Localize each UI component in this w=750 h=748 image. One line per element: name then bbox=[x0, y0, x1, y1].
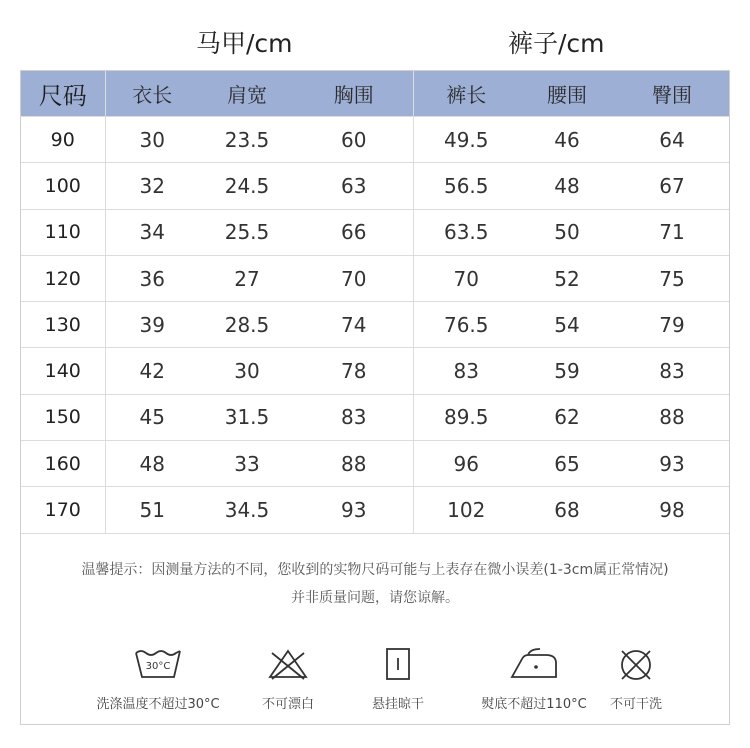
cell-size: 110 bbox=[21, 209, 105, 255]
cell-pants-length: 70 bbox=[413, 255, 519, 301]
size-chart-card bbox=[20, 70, 730, 725]
cell-waist: 50 bbox=[519, 209, 615, 255]
cell-waist: 48 bbox=[519, 163, 615, 209]
cell-vest-length: 51 bbox=[105, 487, 199, 533]
cell-size: 170 bbox=[21, 487, 105, 533]
cell-hip: 88 bbox=[615, 394, 729, 440]
table-row bbox=[21, 255, 729, 301]
cell-chest: 93 bbox=[295, 487, 413, 533]
cell-waist: 52 bbox=[519, 255, 615, 301]
cell-hip: 71 bbox=[615, 209, 729, 255]
cell-hip: 79 bbox=[615, 302, 729, 348]
cell-size: 140 bbox=[21, 348, 105, 394]
cell-shoulder-width: 31.5 bbox=[199, 394, 295, 440]
header-pants-length: 裤长 bbox=[413, 71, 519, 117]
cell-size: 150 bbox=[21, 394, 105, 440]
cell-chest: 60 bbox=[295, 117, 413, 163]
cell-chest: 88 bbox=[295, 441, 413, 487]
cell-size: 120 bbox=[21, 255, 105, 301]
header-waist: 腰围 bbox=[519, 71, 615, 117]
cell-waist: 65 bbox=[519, 441, 615, 487]
cell-chest: 66 bbox=[295, 209, 413, 255]
care-iron-label: 熨底不超过110°C bbox=[481, 697, 587, 712]
cell-vest-length: 42 bbox=[105, 348, 199, 394]
cell-vest-length: 34 bbox=[105, 209, 199, 255]
header-hip: 臀围 bbox=[615, 71, 729, 117]
care-dry-clean bbox=[561, 645, 711, 712]
table-row bbox=[21, 209, 729, 255]
cell-pants-length: 76.5 bbox=[413, 302, 519, 348]
hang-dry-icon bbox=[380, 645, 416, 685]
note-line-1: 温馨提示：因测量方法的不同，您收到的实物尺码可能与上表存在微小误差(1-3cm属正常情况) bbox=[81, 562, 669, 578]
no-bleach-icon bbox=[266, 645, 310, 685]
cell-shoulder-width: 27 bbox=[199, 255, 295, 301]
cell-vest-length: 32 bbox=[105, 163, 199, 209]
cell-chest: 63 bbox=[295, 163, 413, 209]
cell-pants-length: 63.5 bbox=[413, 209, 519, 255]
cell-shoulder-width: 30 bbox=[199, 348, 295, 394]
cell-chest: 78 bbox=[295, 348, 413, 394]
cell-pants-length: 49.5 bbox=[413, 117, 519, 163]
cell-hip: 64 bbox=[615, 117, 729, 163]
care-hang-label: 悬挂晾干 bbox=[371, 697, 424, 712]
cell-shoulder-width: 24.5 bbox=[199, 163, 295, 209]
cell-hip: 98 bbox=[615, 487, 729, 533]
table-row bbox=[21, 441, 729, 487]
cell-hip: 75 bbox=[615, 255, 729, 301]
cell-shoulder-width: 23.5 bbox=[199, 117, 295, 163]
cell-waist: 59 bbox=[519, 348, 615, 394]
cell-size: 130 bbox=[21, 302, 105, 348]
cell-pants-length: 56.5 bbox=[413, 163, 519, 209]
care-bleach-label: 不可漂白 bbox=[261, 697, 314, 712]
cell-vest-length: 45 bbox=[105, 394, 199, 440]
care-wash-label: 洗涤温度不超过30°C bbox=[96, 697, 220, 712]
cell-shoulder-width: 28.5 bbox=[199, 302, 295, 348]
care-hang bbox=[323, 645, 473, 712]
header-shoulder-width: 肩宽 bbox=[199, 71, 295, 117]
table-row bbox=[21, 487, 729, 533]
table-row bbox=[21, 394, 729, 440]
cell-waist: 62 bbox=[519, 394, 615, 440]
table-row bbox=[21, 163, 729, 209]
cell-waist: 68 bbox=[519, 487, 615, 533]
wash-temp-text: 30°C bbox=[145, 661, 171, 672]
cell-hip: 67 bbox=[615, 163, 729, 209]
cell-vest-length: 48 bbox=[105, 441, 199, 487]
table-row bbox=[21, 302, 729, 348]
no-dry-clean-icon bbox=[614, 645, 658, 685]
cell-shoulder-width: 33 bbox=[199, 441, 295, 487]
cell-size: 100 bbox=[21, 163, 105, 209]
header-size: 尺码 bbox=[21, 71, 105, 117]
cell-size: 90 bbox=[21, 117, 105, 163]
cell-vest-length: 36 bbox=[105, 255, 199, 301]
cell-waist: 54 bbox=[519, 302, 615, 348]
vest-section-title: 马甲/cm bbox=[196, 29, 293, 58]
cell-vest-length: 39 bbox=[105, 302, 199, 348]
cell-hip: 93 bbox=[615, 441, 729, 487]
cell-size: 160 bbox=[21, 441, 105, 487]
cell-pants-length: 83 bbox=[413, 348, 519, 394]
cell-chest: 83 bbox=[295, 394, 413, 440]
cell-chest: 70 bbox=[295, 255, 413, 301]
care-dry-label: 不可干洗 bbox=[609, 697, 662, 712]
header-vest-length: 衣长 bbox=[105, 71, 199, 117]
header-chest: 胸围 bbox=[295, 71, 413, 117]
table-header-row bbox=[21, 71, 729, 117]
cell-hip: 83 bbox=[615, 348, 729, 394]
pants-section-title: 裤子/cm bbox=[508, 29, 605, 58]
table-row bbox=[21, 348, 729, 394]
cell-pants-length: 96 bbox=[413, 441, 519, 487]
cell-vest-length: 30 bbox=[105, 117, 199, 163]
cell-chest: 74 bbox=[295, 302, 413, 348]
care-wash bbox=[83, 645, 233, 712]
size-table bbox=[21, 71, 729, 534]
wash-30-icon bbox=[132, 645, 184, 685]
table-row bbox=[21, 117, 729, 163]
cell-shoulder-width: 34.5 bbox=[199, 487, 295, 533]
note-line-2: 并非质量问题，请您谅解。 bbox=[291, 590, 459, 606]
cell-shoulder-width: 25.5 bbox=[199, 209, 295, 255]
cell-pants-length: 102 bbox=[413, 487, 519, 533]
cell-pants-length: 89.5 bbox=[413, 394, 519, 440]
cell-waist: 46 bbox=[519, 117, 615, 163]
iron-low-icon bbox=[506, 645, 562, 685]
